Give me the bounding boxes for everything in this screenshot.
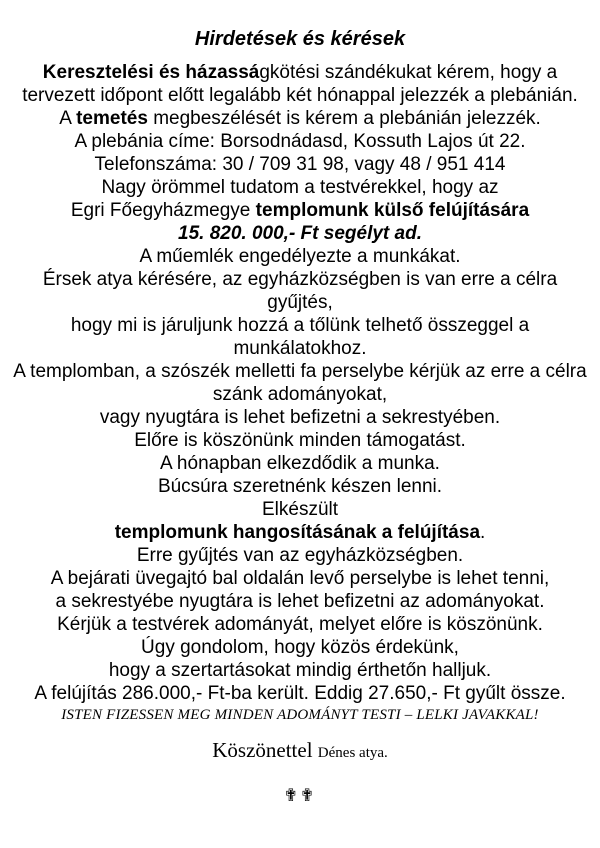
renovation-line-2	[8, 199, 592, 222]
sound-line-1: Elkészült	[261, 499, 339, 520]
page-title: Hirdetések és kérések	[194, 28, 406, 50]
sound-line-6: Kérjük a testvérek adományát, melyet előre is köszönünk.	[57, 614, 543, 635]
sound-system-paragraph	[8, 498, 592, 705]
sound-line-7: Úgy gondolom, hogy közös érdekünk,	[141, 637, 459, 658]
signature-name-text: Dénes atya.	[317, 745, 388, 761]
renovation-line2-bold-text: templomunk külső felújítására	[255, 200, 530, 221]
sound-line2-bold-text: templomunk hangosításának a felújítása	[114, 522, 481, 543]
renovation-line-12: Búcsúra szeretnénk készen lenni.	[157, 476, 443, 497]
sound-line2-period-text: .	[480, 522, 486, 543]
renovation-line-6: hogy mi is járuljunk hozzá a tőlünk telhető összeggel a munkálatokhoz.	[70, 315, 530, 359]
renovation-line-9: vagy nyugtára is lehet befizetni a sekrestyében.	[99, 407, 501, 428]
blessing-line: ISTEN FIZESSEN MEG MINDEN ADOMÁNYT TESTI – LELKI JAVAKKAL!	[61, 707, 539, 723]
sound-line-4: A bejárati üvegajtó bal oldalán levő perselybe is lehet tenni,	[50, 568, 550, 589]
intro-line-1	[8, 61, 592, 84]
latin-crosses-icon: ✟✟	[283, 786, 317, 806]
sound-line-9: A felújítás 286.000,- Ft-ba került. Eddig 27.650,- Ft gyűlt össze.	[34, 683, 566, 704]
signature-thanks-text: Köszönettel	[212, 738, 318, 762]
renovation-line-10: Előre is köszönünk minden támogatást.	[134, 430, 466, 451]
parish-address: A plebánia címe: Borsodnádasd, Kossuth Lajos út 22.	[74, 131, 526, 152]
intro-paragraph	[8, 61, 592, 130]
renovation-line-4: A műemlék engedélyezte a munkákat.	[139, 246, 461, 267]
parish-phone: Telefonszáma: 30 / 709 31 98, vagy 48 / 951 414	[94, 154, 506, 175]
renovation-grant-amount: 15. 820. 000,- Ft segélyt ad.	[178, 223, 422, 244]
contact-paragraph	[8, 130, 592, 176]
renovation-line-7: A templomban, a szószék melletti fa perselybe kérjük az erre a célra	[13, 361, 587, 382]
renovation-line-11: A hónapban elkezdődik a munka.	[160, 453, 440, 474]
renovation-line-1: Nagy örömmel tudatom a testvérekkel, hogy az	[101, 177, 499, 198]
sound-line-3: Erre gyűjtés van az egyházközségben.	[136, 545, 464, 566]
renovation-line-5: Érsek atya kérésére, az egyházközségben is van erre a célra gyűjtés,	[42, 269, 558, 313]
sound-line-8: hogy a szertartásokat mindig érthetőn halljuk.	[108, 660, 492, 681]
sound-line-2	[8, 521, 592, 544]
intro-line1-regular-text: gkötési szándékukat kérem, hogy a	[259, 62, 558, 83]
intro-line1-bold-text: Keresztelési és házassá	[42, 62, 260, 83]
intro-line3-pre-text: A	[59, 108, 77, 129]
signature-line	[8, 737, 592, 766]
intro-line-3	[8, 107, 592, 130]
sound-line-5: a sekrestyébe nyugtára is lehet befizetni az adományokat.	[55, 591, 545, 612]
renovation-line2-regular-text: Egri Főegyházmegye	[70, 200, 256, 221]
intro-line3-bold-text: temetés	[76, 108, 148, 129]
renovation-paragraph	[8, 176, 592, 498]
intro-line3-post-text: megbeszélését is kérem a plebánián jelezzék.	[147, 108, 541, 129]
intro-line-2: tervezett időpont előtt legalább két hónappal jelezzék a plebánián.	[22, 85, 578, 106]
renovation-line-8: szánk adományokat,	[212, 384, 388, 405]
